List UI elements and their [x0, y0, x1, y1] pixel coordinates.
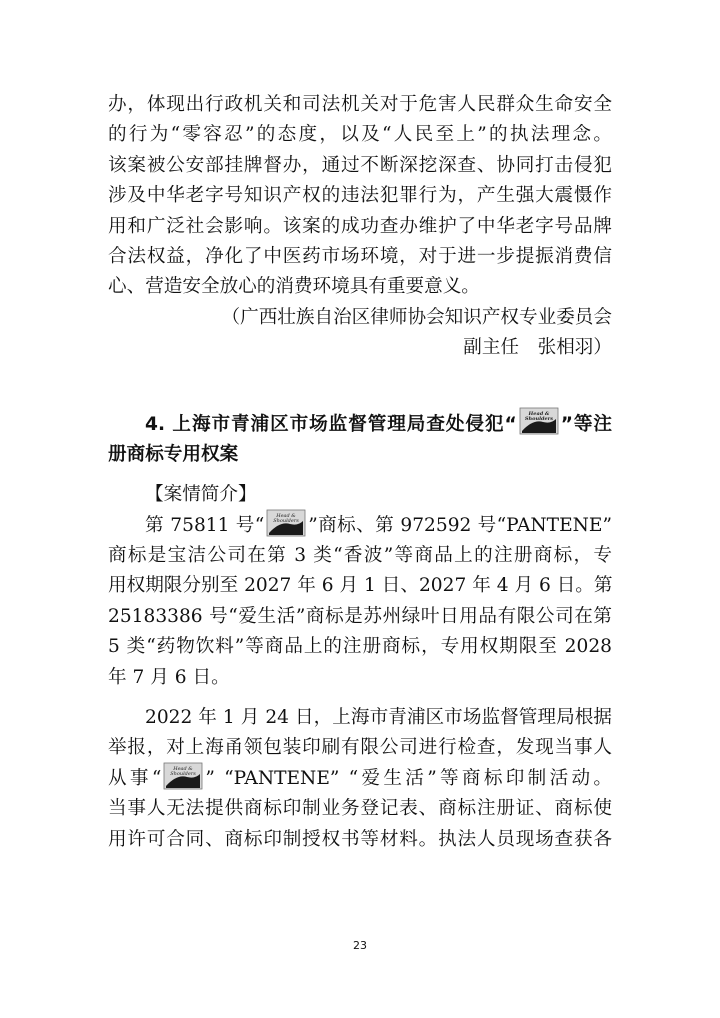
text-line: 该案被公安部挂牌督办，通过不断深挖深查、协同打击侵犯 [108, 154, 612, 176]
attribution-line: 副主任 张相羽） [463, 337, 612, 359]
text-line: 用和广泛社会影响。该案的成功查办维护了中华老字号品牌 [108, 215, 612, 237]
text-line: 心、营造安全放心的消费环境具有重要意义。 [108, 276, 480, 298]
text-line: 用权期限分别至 2027 年 6 月 1 日、2027 年 4 月 6 日。第 [108, 575, 613, 597]
heading-line [108, 410, 612, 440]
text-line: 商标是宝洁公司在第 3 类“香波”等商品上的注册商标，专 [108, 545, 612, 567]
paragraph-top [108, 90, 612, 303]
heading-prefix: 4. 上海市青浦区市场监督管理局查处侵犯“ [145, 413, 517, 435]
head-shoulders-logo-icon [519, 407, 559, 435]
text-line: 的行为“零容忍”的态度，以及“人民至上”的执法理念。 [108, 124, 612, 146]
text-line: 办，体现出行政机关和司法机关对于危害人民群众生命安全 [108, 94, 612, 115]
svg-text:Head &: Head & [173, 765, 194, 772]
page-number: 23 [353, 939, 367, 952]
section-label: 【案情简介】 [145, 484, 257, 506]
attribution-line: （广西壮族自治区律师协会知识产权专业委员会 [221, 306, 612, 328]
paragraph-inspection [108, 703, 612, 855]
text-line: 2022 年 1 月 24 日，上海市青浦区市场监督管理局根据 [145, 707, 612, 729]
text-line: 第 75811 号“ Head & Shoulders ”商标、第 972592 号“PANTENE” [108, 511, 612, 541]
svg-text:Head &: Head & [276, 512, 297, 519]
head-shoulders-logo-icon [163, 762, 203, 790]
svg-text:Shoulders: Shoulders [524, 416, 553, 423]
document-body [108, 90, 612, 855]
text-line: 涉及中华老字号知识产权的违法犯罪行为，产生强大震慑作 [108, 185, 612, 207]
paragraph-case-intro [108, 511, 612, 693]
head-shoulders-logo-icon [266, 509, 306, 537]
heading-suffix: ”等注 [560, 413, 612, 435]
heading-line: 册商标专用权案 [108, 443, 239, 465]
text-line: 用许可合同、商标印制授权书等材料。执法人员现场查获各 [108, 828, 612, 850]
text-line: 年 7 月 6 日。 [108, 666, 230, 688]
text-line: 当事人无法提供商标印制业务登记表、商标注册证、商标使 [108, 798, 612, 820]
svg-text:Shoulders: Shoulders [170, 770, 197, 777]
case-heading [108, 410, 612, 471]
text-line: 举报，对上海甬领包装印刷有限公司进行检查，发现当事人 [108, 737, 612, 759]
attribution [108, 303, 612, 364]
text-line: 从事“ Head & Shoulders ” “PANTENE” “爱生活”等商标印制活动。 [108, 764, 612, 794]
svg-text:Head &: Head & [528, 411, 550, 418]
text-line: 合法权益，净化了中医药市场环境，对于进一步提振消费信 [108, 245, 612, 267]
svg-text:Shoulders: Shoulders [273, 517, 300, 524]
text-line: 5 类“药物饮料”等商品上的注册商标，专用权期限至 2028 [108, 636, 612, 658]
text-line: 25183386 号“爱生活”商标是苏州绿叶日用品有限公司在第 [108, 605, 612, 627]
